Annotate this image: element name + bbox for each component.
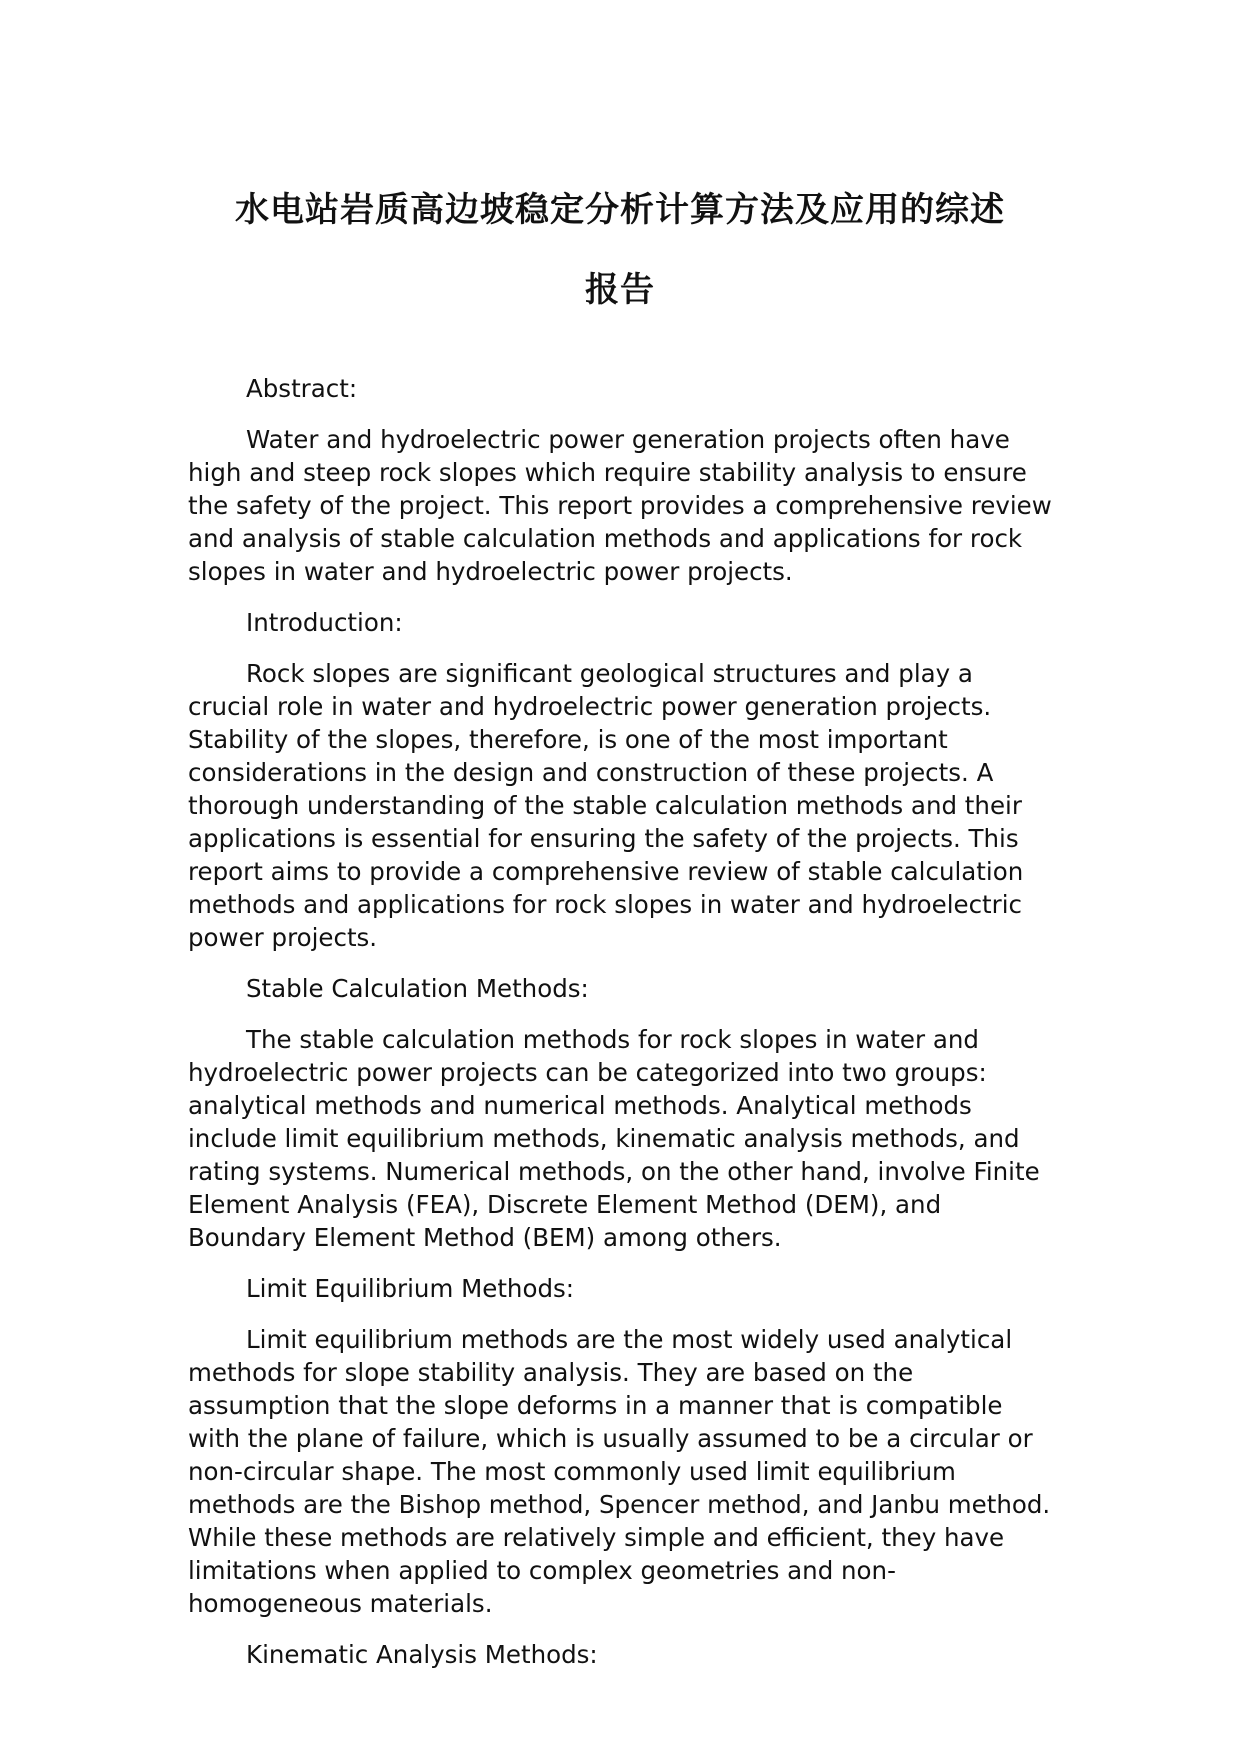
section-heading-stable-calculation-methods: Stable Calculation Methods: <box>246 974 589 1003</box>
paragraph-stable-calculation-methods: The stable calculation methods for rock slopes in water and hydroelectric power projects can be categorized into two groups: analytical methods and numerical methods. Analytical methods include limit equilibrium methods, kinematic analysis methods, and rating systems. Numerical methods, on the other hand, involve Finite Element Analysis (FEA), Discrete Element Method (DEM), and Boundary Element Method (BEM) among others. <box>188 1025 1040 1252</box>
section-heading-abstract: Abstract: <box>246 374 358 403</box>
paragraph-limit-equilibrium-methods: Limit equilibrium methods are the most widely used analytical methods for slope stability analysis. They are based on the assumption that the slope deforms in a manner that is compatible with the plane of failure, which is usually assumed to be a circular or non-circular shape. The most commonly used limit equilibrium methods are the Bishop method, Spencer method, and Janbu method. While these methods are relatively simple and efficient, they have limitations when applied to complex geometries and non-homogeneous materials. <box>188 1325 1051 1618</box>
section-heading-limit-equilibrium-methods: Limit Equilibrium Methods: <box>246 1274 575 1303</box>
section-heading-kinematic-analysis-methods: Kinematic Analysis Methods: <box>246 1640 598 1669</box>
document-title-line-1: 水电站岩质高边坡稳定分析计算方法及应用的综述 <box>235 190 1005 230</box>
document-title-line-2: 报告 <box>585 270 655 310</box>
section-heading-introduction: Introduction: <box>246 608 403 637</box>
paragraph-abstract: Water and hydroelectric power generation projects often have high and steep rock slopes which require stability analysis to ensure the safety of the project. This report provides a comprehensive review and analysis of stable calculation methods and applications for rock slopes in water and hydroelectric power projects. <box>188 425 1052 586</box>
paragraph-introduction: Rock slopes are significant geological structures and play a crucial role in water and hydroelectric power generation projects. Stability of the slopes, therefore, is one of the most important considerations in the design and construction of these projects. A thorough understanding of the stable calculation methods and their applications is essential for ensuring the safety of the projects. This report aims to provide a comprehensive review of stable calculation methods and applications for rock slopes in water and hydroelectric power projects. <box>188 659 1024 952</box>
document-body <box>188 372 1058 1689</box>
